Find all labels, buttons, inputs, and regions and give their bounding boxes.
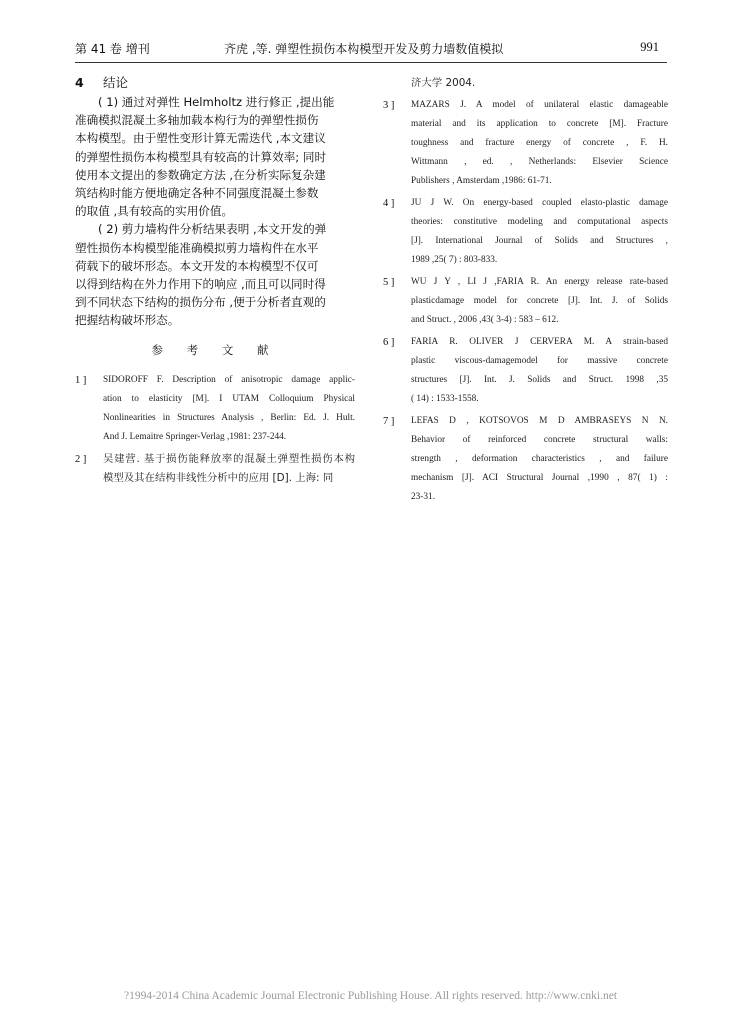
reference-line: Publishers , Amsterdam ,1986: 61-71.	[411, 176, 552, 186]
running-header	[75, 40, 667, 60]
page-number: 991	[640, 40, 659, 54]
reference-line: plasticdamage model for concrete [J]. Int. J. of Solids	[411, 296, 668, 306]
reference-line: 济大学 2004.	[411, 77, 476, 89]
paragraph	[75, 93, 355, 220]
reference-number: 1 ]	[75, 375, 87, 387]
reference-line: [J]. International Journal of Solids and Structures ,	[411, 236, 668, 246]
reference-line: FARIA R. OLIVER J CERVERA M. A strain-based	[411, 337, 668, 347]
text-line: 以得到结构在外力作用下的响应 ,而且可以同时得	[75, 276, 326, 291]
text-line: 的取值 ,具有较高的实用价值。	[75, 204, 234, 219]
right-column	[383, 74, 668, 510]
reference-line: Nonlinearities in Structures Analysis , Berlin: Ed. J. Hult.	[103, 413, 355, 424]
reference-line: ( 14) : 1533-1558.	[411, 394, 479, 404]
reference-entry	[383, 74, 668, 93]
text-line: 把握结构破坏形态。	[75, 313, 180, 328]
text-line: ( 2) 剪力墙构件分析结果表明 ,本文开发的弹	[98, 222, 327, 237]
reference-line: And J. Lemaitre Springer-Verlag ,1981: 237-244.	[103, 432, 287, 443]
article-running-title: 齐虎 ,等. 弹塑性损伤本构模型开发及剪力墙数值模拟	[224, 42, 504, 56]
references-title: 参 考 文 献	[151, 343, 279, 358]
reference-number: 3 ]	[383, 100, 395, 111]
section-heading	[75, 74, 355, 91]
reference-number: 7 ]	[383, 416, 395, 427]
reference-line: WU J Y , LI J ,FARIA R. An energy release rate-based	[411, 277, 668, 287]
reference-number: 6 ]	[383, 337, 395, 348]
text-line: 塑性损伤本构模型能准确模拟剪力墙构件在水平	[75, 240, 319, 255]
reference-number: 4 ]	[383, 198, 395, 209]
reference-entry	[383, 333, 668, 409]
reference-line: mechanism [J]. ACI Structural Journal ,1990 , 87( 1) :	[411, 473, 668, 483]
reference-line: 吴建营. 基于损伤能释放率的混凝土弹塑性损伤本构	[103, 453, 355, 466]
left-column	[75, 74, 355, 491]
text-line: 筑结构时能方便地确定各种不同强度混凝土参数	[75, 185, 319, 200]
reference-entry	[383, 96, 668, 191]
reference-entry	[75, 371, 355, 447]
conclusion-body	[75, 93, 355, 329]
reference-list-right	[383, 74, 668, 507]
text-line: 荷载下的破坏形态。本文开发的本构模型不仅可	[75, 258, 319, 273]
reference-entry	[383, 194, 668, 270]
reference-number: 5 ]	[383, 277, 395, 288]
section-title: 结论	[103, 75, 129, 90]
reference-line: and Struct. , 2006 ,43( 3-4) : 583 – 612.	[411, 315, 559, 325]
reference-line: MAZARS J. A model of unilateral elastic damageable	[411, 100, 668, 110]
text-line: 本构模型。由于塑性变形计算无需迭代 ,本文建议	[75, 131, 326, 146]
reference-line: ation to elasticity [M]. I UTAM Colloquium Physical	[103, 394, 355, 405]
text-line: 使用本文提出的参数确定方法 ,在分析实际复杂建	[75, 167, 326, 182]
reference-entry	[75, 450, 355, 488]
reference-line: material and its application to concrete [M]. Fracture	[411, 119, 668, 129]
text-line: ( 1) 通过对弹性 Helmholtz 进行修正 ,提出能	[98, 95, 335, 109]
reference-list-left	[75, 371, 355, 488]
section-number: 4	[75, 75, 84, 90]
reference-entry	[383, 273, 668, 330]
reference-line: SIDOROFF F. Description of anisotropic damage applic-	[103, 375, 355, 386]
journal-volume: 第 41 卷 增刊	[75, 42, 150, 56]
copyright-footer: ?1994-2014 China Academic Journal Electronic Publishing House. All rights reserved. http://www.cnki.net	[123, 990, 618, 1002]
reference-line: LEFAS D , KOTSOVOS M D AMBRASEYS N N.	[411, 416, 668, 426]
reference-line: 模型及其在结构非线性分析中的应用 [D]. 上海: 同	[103, 472, 334, 485]
header-rule	[75, 62, 667, 63]
reference-entry	[383, 412, 668, 507]
paragraph	[75, 220, 355, 329]
text-line: 的弹塑性损伤本构模型具有较高的计算效率; 同时	[75, 149, 327, 164]
reference-line: strength , deformation characteristics , and failure	[411, 454, 668, 464]
reference-line: plastic viscous-damagemodel for massive concrete	[411, 356, 668, 366]
reference-line: 1989 ,25( 7) : 803-833.	[411, 255, 498, 265]
reference-number: 2 ]	[75, 454, 87, 466]
reference-line: toughness and fracture energy of concrete , F. H.	[411, 138, 668, 148]
reference-line: theories: constitutive modeling and computational aspects	[411, 217, 668, 227]
text-line: 准确模拟混凝土多轴加载本构行为的弹塑性损伤	[75, 113, 319, 128]
text-line: 到不同状态下结构的损伤分布 ,便于分析者直观的	[75, 295, 326, 310]
reference-line: structures [J]. Int. J. Solids and Struct. 1998 ,35	[411, 375, 668, 385]
reference-line: JU J W. On energy-based coupled elasto-plastic damage	[411, 198, 668, 208]
reference-line: Behavior of reinforced concrete structural walls:	[411, 435, 668, 445]
reference-line: 23-31.	[411, 492, 436, 502]
reference-line: Wittmann , ed. , Netherlands: Elsevier Science	[411, 157, 668, 167]
